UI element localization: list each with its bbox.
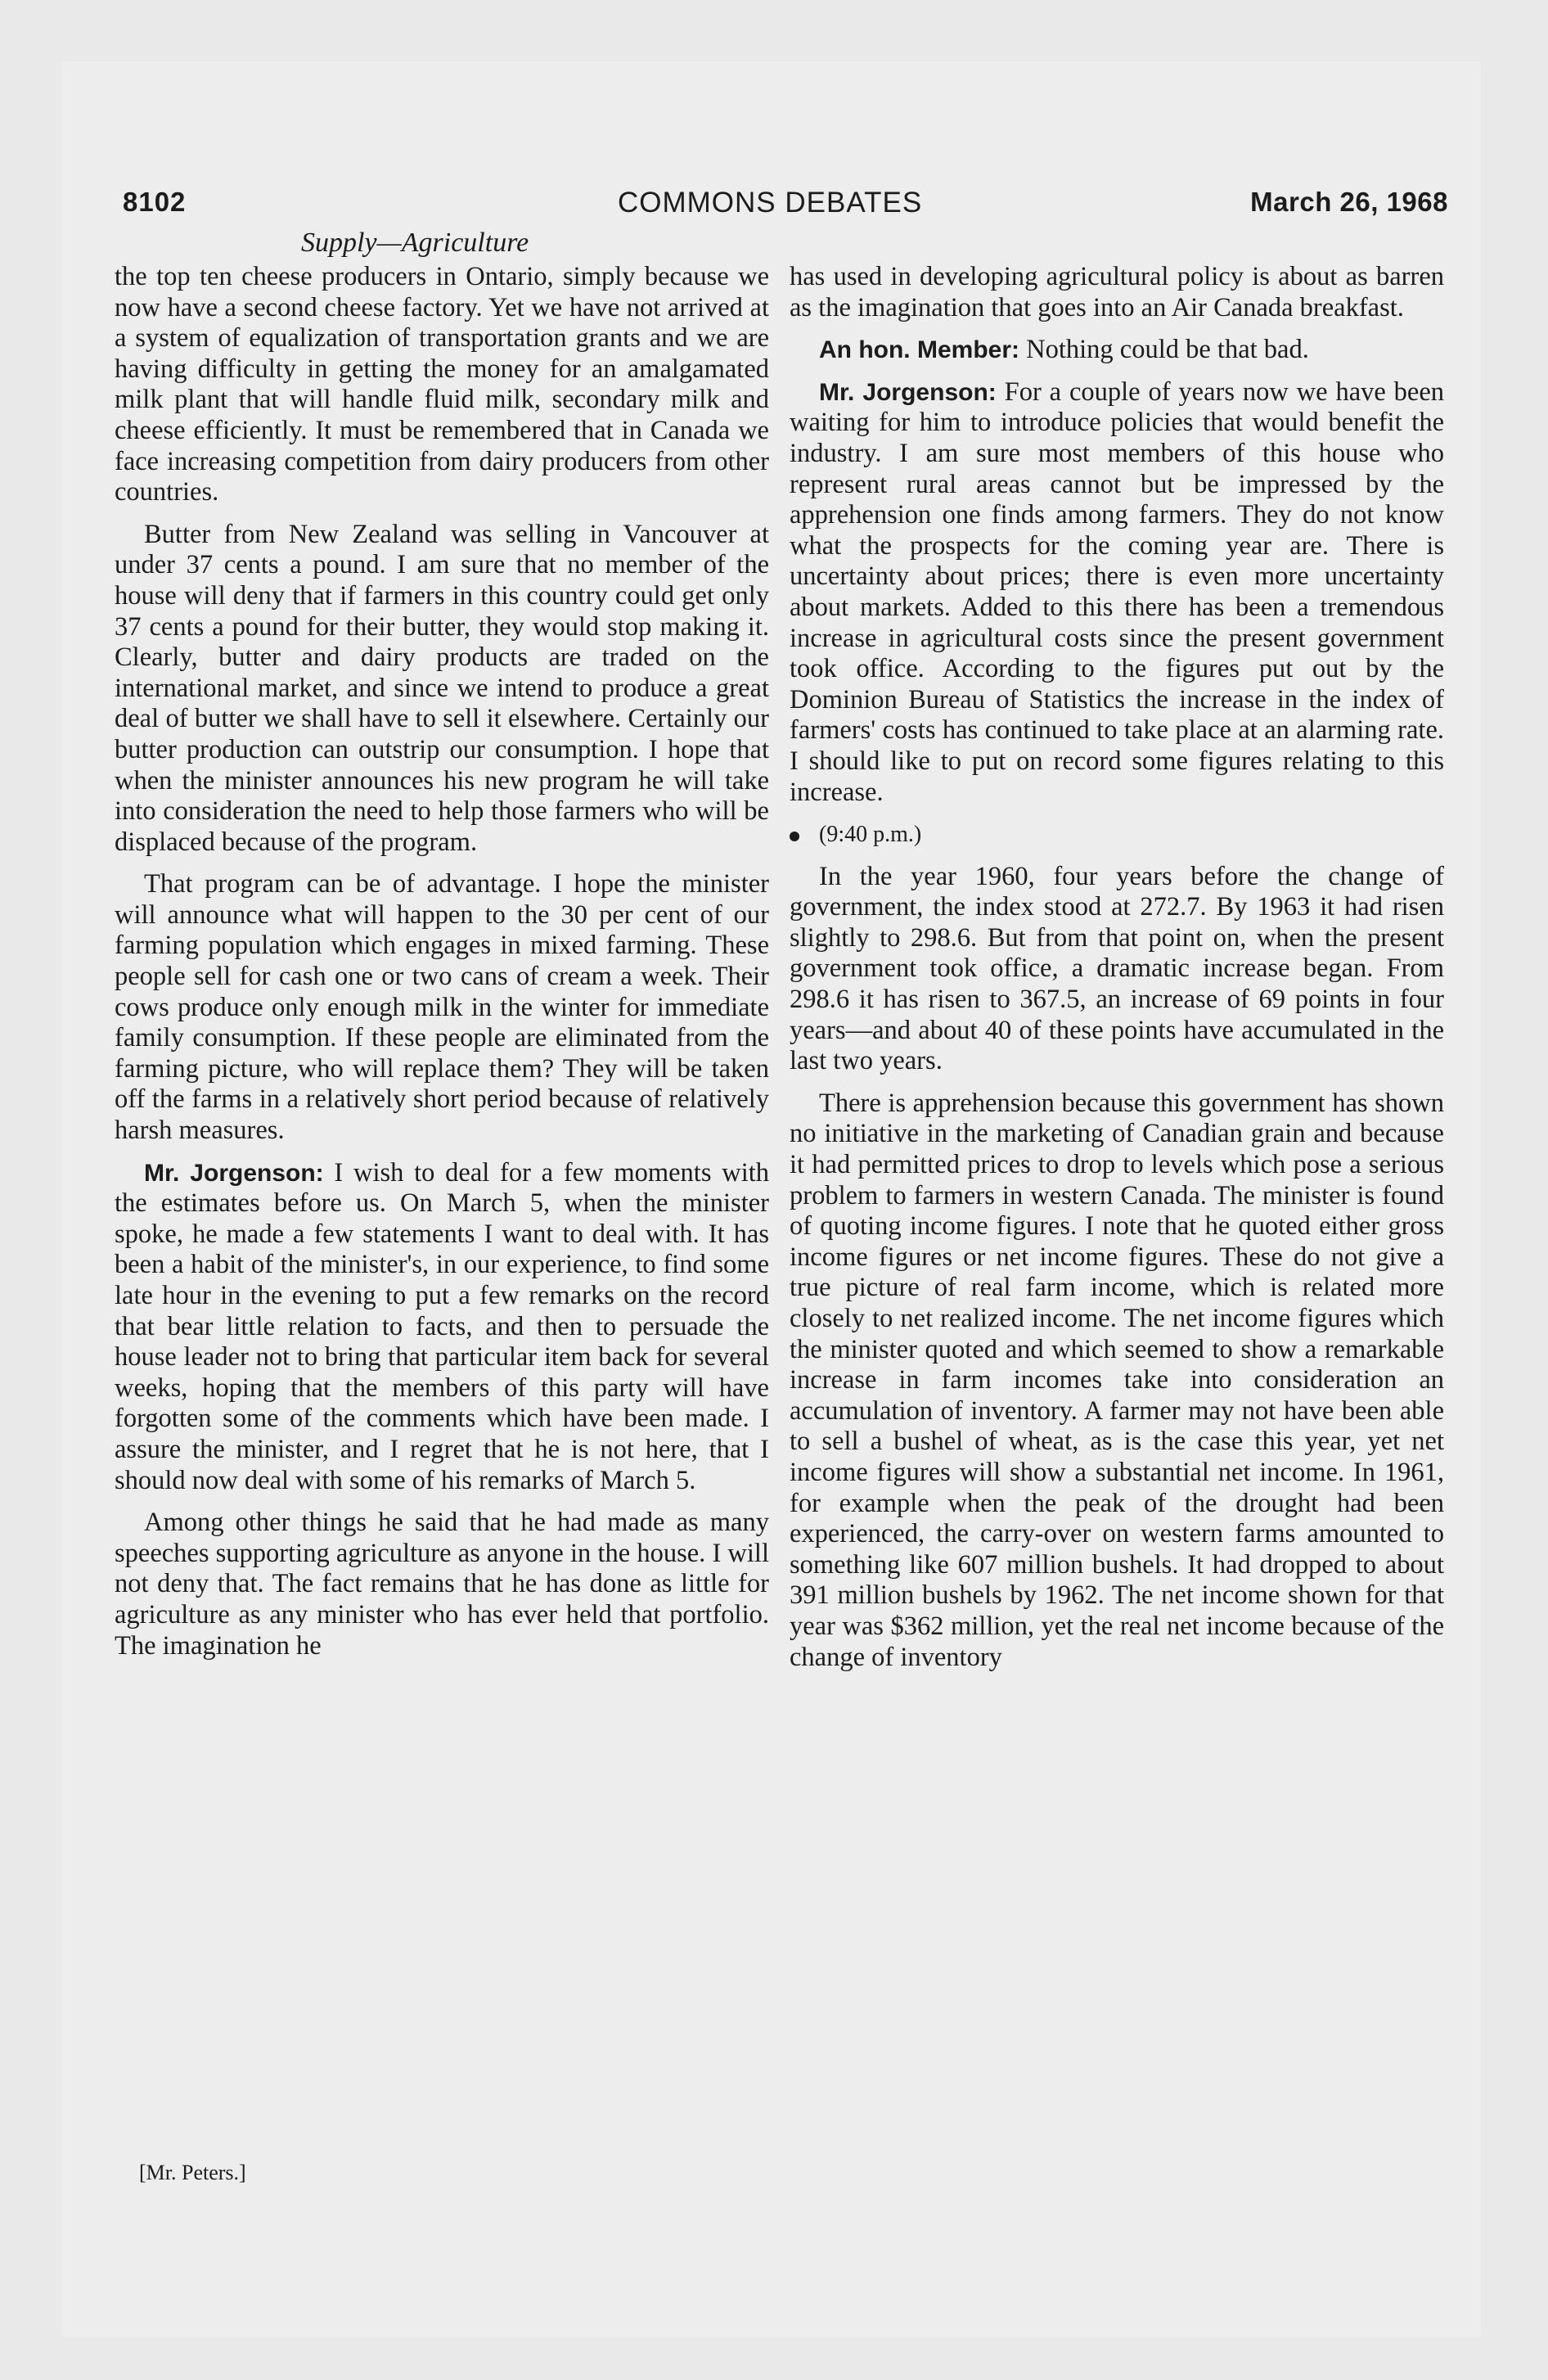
speech-paragraph [790, 377, 1444, 808]
footer-attribution: [Mr. Peters.] [139, 2161, 246, 2184]
time-stamp-text: (9:40 p.m.) [819, 822, 922, 848]
speech-paragraph [115, 1158, 769, 1497]
paragraph: There is apprehension because this government has shown no initiative in the marketing of Canadian grain and because it had permitted prices to drop to levels which pose a serious problem to farmers in western Canada. The minister is found of quoting income figures. I note that he quoted either gross income figures or net income figures. These do not give a true picture of real farm income, which is related more closely to net realized income. The net income figures which the minister quoted and which seemed to show a remarkable increase in farm incomes take into consideration an accumulation of inventory. A farmer may not have been able to sell a bushel of wheat, as is the case this year, yet net income figures will show a substantial net income. In 1961, for example when the peak of the drought had been experienced, the carry-over on western farms amounted to something like 607 million bushels. It had dropped to about 391 million bushels by 1962. The net income shown for that year was $362 million, yet the real net income because of the change of inventory [790, 1088, 1444, 1672]
paragraph: Butter from New Zealand was selling in Vancouver at under 37 cents a pound. I am sure that no member of the house will deny that if farmers in this country could get only 37 cents a pound for their butter, they would stop making it. Clearly, butter and dairy products are traded on the international market, and since we intend to produce a great deal of butter we shall have to sell it elsewhere. Certainly our butter production can outstrip our consumption. I hope that when the minister announces his new program he will take into consideration the need to help those farmers who will be displaced because of the program. [115, 519, 769, 857]
paragraph: In the year 1960, four years before the change of government, the index stood at 272.7. By 1963 it had risen slightly to 298.6. But from that point on, when the present government took office, a dramatic increase began. From 298.6 it has risen to 367.5, an increase of 69 points in four years—and about 40 of these points have accumulated in the last two years. [790, 861, 1444, 1076]
time-stamp [790, 819, 1444, 850]
paragraph: Among other things he said that he had made as many speeches supporting agriculture as anyone in the house. I will not deny that. The fact remains that he has done as little for agriculture as any minister who has ever held that portfolio. The imagination he [115, 1508, 769, 1661]
speaker-name: Mr. Jorgenson: [819, 378, 997, 406]
right-column [790, 262, 1444, 1684]
page-date: March 26, 1968 [1250, 187, 1448, 217]
running-title: COMMONS DEBATES [618, 187, 923, 219]
page-number: 8102 [123, 187, 187, 217]
page-header [123, 187, 1448, 228]
section-subheading: Supply—Agriculture [301, 228, 529, 258]
bullet-icon [790, 832, 799, 841]
speaker-name: An hon. Member: [819, 336, 1019, 364]
speech-text: Nothing could be that bad. [1026, 335, 1309, 365]
paragraph: the top ten cheese producers in Ontario, simply because we now have a second cheese factory. Yet we have not arrived at a system of equalization of transportation grants and we are having difficulty in getting the money for an amalgamated milk plant that will handle fluid milk, secondary milk and cheese efficiently. It must be remembered that in Canada we face increasing competition from dairy producers from other countries. [115, 262, 769, 507]
speaker-name: Mr. Jorgenson: [144, 1159, 324, 1187]
paragraph: has used in developing agricultural policy is about as barren as the imagination that goes into an Air Canada breakfast. [790, 262, 1444, 322]
left-column [115, 262, 769, 1673]
paragraph: That program can be of advantage. I hope the minister will announce what will happen to the 30 per cent of our farming population which engages in mixed farming. These people sell for cash one or two cans of cream a week. Their cows produce only enough milk in the winter for immediate family consumption. If these people are eliminated from the farming picture, who will replace them? They will be taken off the farms in a relatively short period because of relatively harsh measures. [115, 869, 769, 1146]
speech-text: For a couple of years now we have been waiting for him to introduce policies that would benefit the industry. I am sure most members of this house who represent rural areas cannot but be impressed by the apprehension one finds among farmers. They do not know what the prospects for the coming year are. There is uncertainty about prices; there is even more uncertainty about markets. Added to this there has been a tremendous increase in agricultural costs since the present government took office. According to the figures put out by the Dominion Bureau of Statistics the increase in the index of farmers' costs has continued to take place at an alarming rate. I should like to put on record some figures relating to this increase. [790, 376, 1445, 807]
speech-paragraph [790, 335, 1444, 366]
speech-text: I wish to deal for a few moments with the estimates before us. On March 5, when the minister spoke, he made a few statements I want to deal with. It has been a habit of the minister's, in our experience, to find some late hour in the evening to put a few remarks on the record that bear little relation to facts, and then to persuade the house leader not to bring that particular item back for several weeks, hoping that the members of this party will have forgotten some of the comments which have been made. I assure the minister, and I regret that he is not here, that I should now deal with some of his remarks of March 5. [115, 1157, 770, 1495]
